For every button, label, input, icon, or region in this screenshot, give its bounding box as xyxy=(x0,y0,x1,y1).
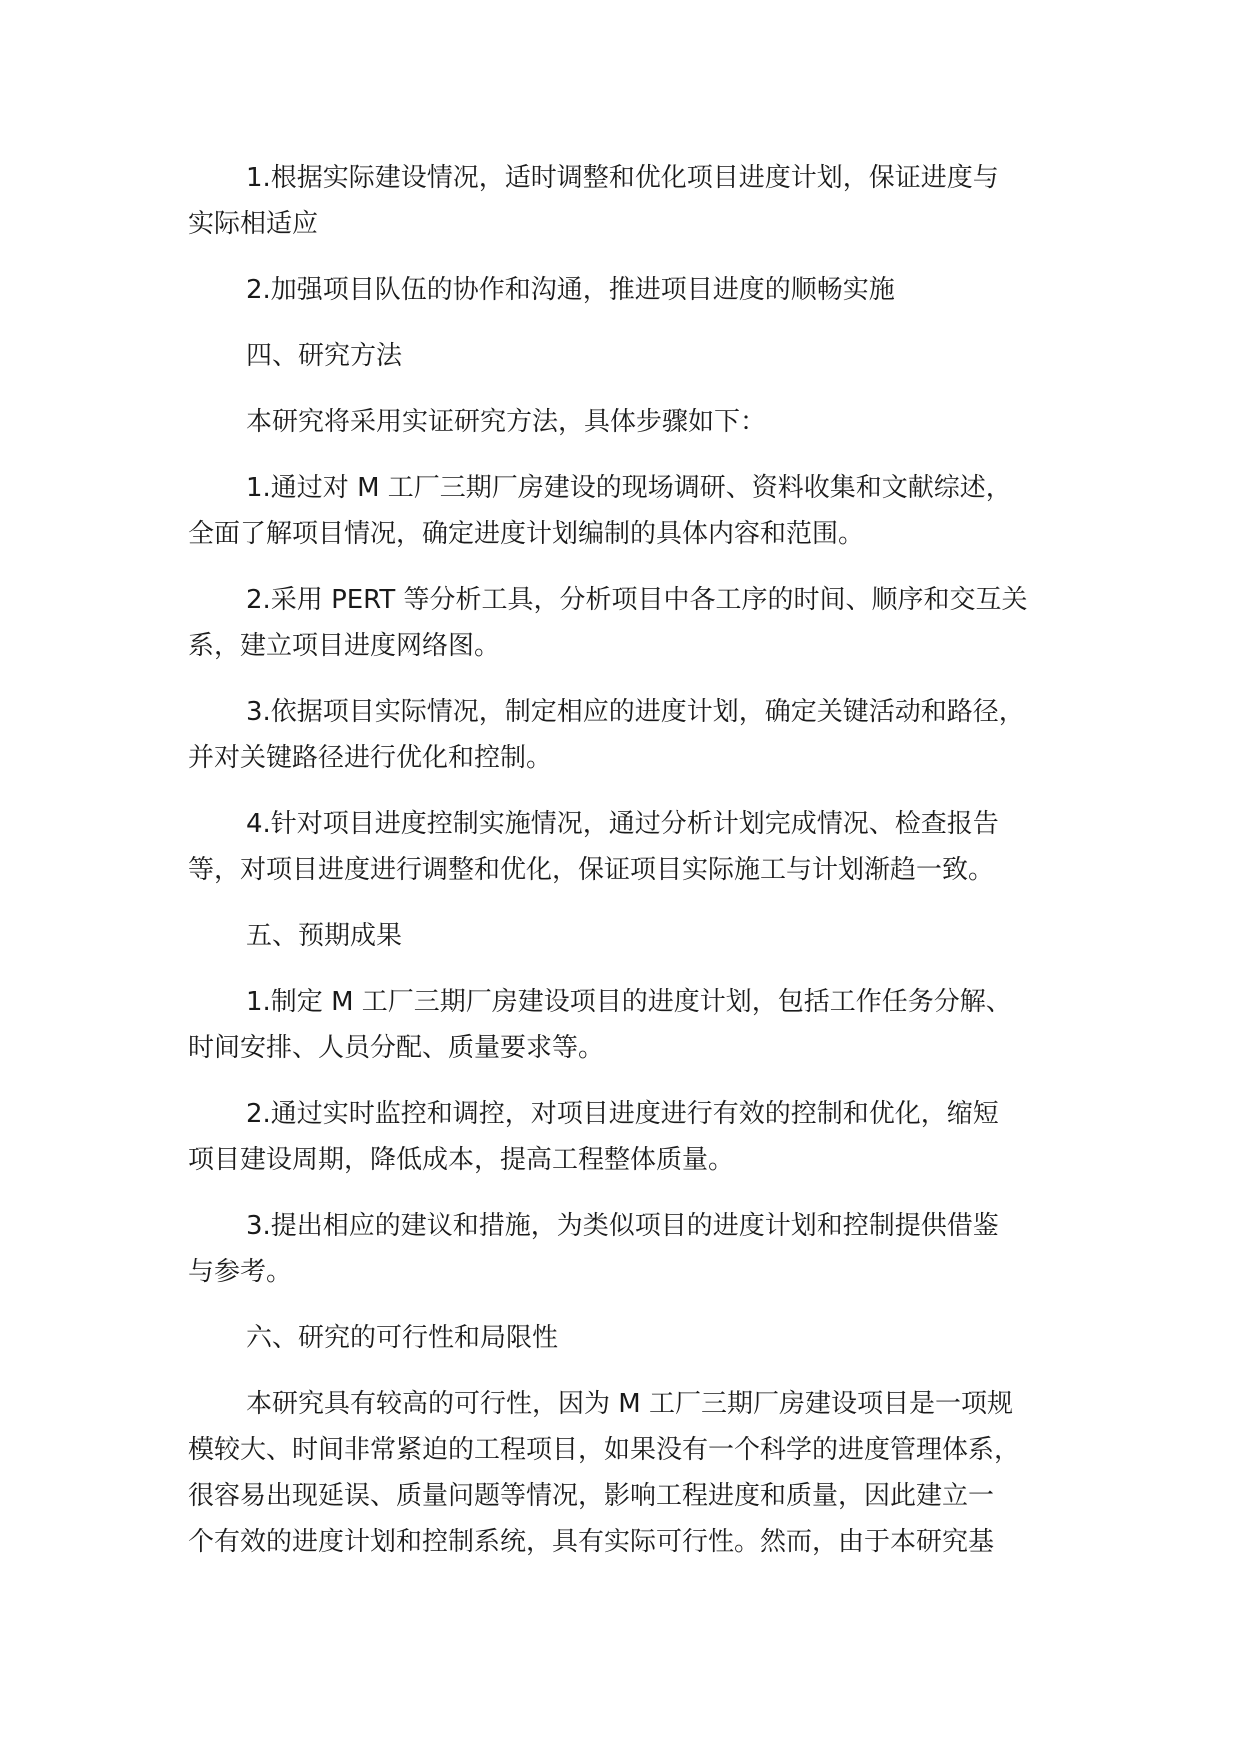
text-line: 很容易出现延误、质量问题等情况，影响工程进度和质量，因此建立一 xyxy=(188,1481,995,1511)
text-line: 2.加强项目队伍的协作和沟通，推进项目进度的顺畅实施 xyxy=(246,275,895,305)
text-line: 1.通过对 M 工厂三期厂房建设的现场调研、资料收集和文献综述， xyxy=(246,473,1012,503)
text-line: 全面了解项目情况，确定进度计划编制的具体内容和范围。 xyxy=(188,519,865,549)
text-line: 六、研究的可行性和局限性 xyxy=(246,1323,559,1353)
text-line: 个有效的进度计划和控制系统，具有实际可行性。然而，由于本研究基 xyxy=(188,1527,995,1557)
paragraph xyxy=(188,689,1088,781)
text-line: 项目建设周期，降低成本，提高工程整体质量。 xyxy=(188,1145,735,1175)
text-line: 本研究将采用实证研究方法，具体步骤如下： xyxy=(246,407,767,437)
paragraph xyxy=(188,1203,1088,1295)
paragraph xyxy=(188,801,1088,893)
text-line: 3.提出相应的建议和措施，为类似项目的进度计划和控制提供借鉴 xyxy=(246,1211,999,1241)
text-line: 1.根据实际建设情况，适时调整和优化项目进度计划，保证进度与 xyxy=(246,163,999,193)
document-body xyxy=(188,155,1088,1585)
text-line: 并对关键路径进行优化和控制。 xyxy=(188,743,553,773)
paragraph xyxy=(188,267,1088,313)
text-line: 2.采用 PERT 等分析工具，分析项目中各工序的时间、顺序和交互关 xyxy=(246,585,1028,615)
text-line: 1.制定 M 工厂三期厂房建设项目的进度计划，包括工作任务分解、 xyxy=(246,987,1012,1017)
text-line: 等，对项目进度进行调整和优化，保证项目实际施工与计划渐趋一致。 xyxy=(188,855,995,885)
text-line: 五、预期成果 xyxy=(246,921,403,951)
text-line: 时间安排、人员分配、质量要求等。 xyxy=(188,1033,605,1063)
text-line: 4.针对项目进度控制实施情况，通过分析计划完成情况、检查报告 xyxy=(246,809,999,839)
section-heading xyxy=(188,1315,1088,1361)
paragraph xyxy=(188,1381,1088,1565)
text-line: 3.依据项目实际情况，制定相应的进度计划，确定关键活动和路径， xyxy=(246,697,1025,727)
text-line: 四、研究方法 xyxy=(246,341,403,371)
paragraph xyxy=(188,1091,1088,1183)
text-line: 与参考。 xyxy=(188,1257,293,1287)
text-line: 实际相适应 xyxy=(188,209,319,239)
text-line: 2.通过实时监控和调控，对项目进度进行有效的控制和优化，缩短 xyxy=(246,1099,999,1129)
paragraph xyxy=(188,577,1088,669)
paragraph xyxy=(188,399,1088,445)
section-heading xyxy=(188,333,1088,379)
text-line: 模较大、时间非常紧迫的工程项目，如果没有一个科学的进度管理体系， xyxy=(188,1435,1021,1465)
paragraph xyxy=(188,155,1088,247)
paragraph xyxy=(188,979,1088,1071)
paragraph xyxy=(188,465,1088,557)
section-heading xyxy=(188,913,1088,959)
text-line: 本研究具有较高的可行性，因为 M 工厂三期厂房建设项目是一项规 xyxy=(246,1389,1013,1419)
text-line: 系，建立项目进度网络图。 xyxy=(188,631,501,661)
